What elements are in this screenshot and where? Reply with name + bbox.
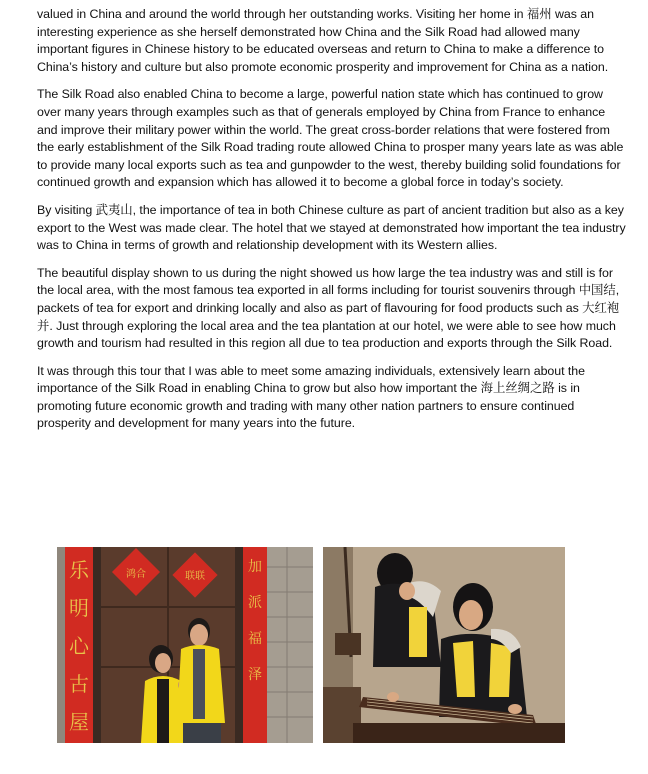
paragraph-4: The beautiful display shown to us during the night showed us how large the tea industry was and still is for the local area, with the most famous tea exported in all forms including for tourist souvenirs through 中国结, packets of tea for export and drinking locally and also as part of flavouring for food products such as 大红袍并. Just through exploring the local area and the tea plantation at our hotel, we were able to see how much growth and tourism had resulted in this region all due to tea production and exports through the Silk Road. [37,265,620,351]
couplet-left-text: 乐明心古屋 [69,558,89,734]
document-body [37,6,629,443]
paragraph-3: By visiting 武夷山, the importance of tea in both Chinese culture as part of ancient tradition but also as a key export to the West was made clear. The hotel that we stayed at demonstrated how important the tea industry was to China in terms of growth and relationship development with its Western allies. [37,202,626,253]
paragraph-5: It was through this tour that I was able to meet some amazing individuals, extensively learn about the importance of the Silk Road in enabling China to grow but also how important the 海上丝绸之路 is in promoting future economic growth and trading with many other nation partners to ensure continued prosperity and development for many years into the future. [37,363,585,431]
paragraph-2: The Silk Road also enabled China to become a large, powerful nation state which has continued to grow over many years through examples such as that of generals employed by China from France to enhance and improve their military power within the world. The great cross-border relations that were fostered from the early establishment of the Silk Road trading route allowed China to prosper many years late as was able to provide many local exports such as tea and gunpowder to the west, thereby building solid foundations for continued growth and expansion which has allowed it to become a global force in today’s society. [37,87,624,190]
paragraph-1: valued in China and around the world through her outstanding works. Visiting her home in 福州 was an interesting experience as she herself demonstrated how China and the Silk Road had allowed many important figures in Chinese history to be educated overseas and return to China to make a difference to China’s history and culture but also promote economic prosperity and improvement for China as a nation. [37,7,609,74]
couplet-right-text: 加派福泽 [248,559,262,683]
photo-guqin-playing [323,547,565,743]
diamond-right-text: 联联 [185,571,205,582]
photo-row [57,547,567,745]
diamond-left-text: 鸿合 [126,569,146,580]
photo-doorway-visit [57,547,313,743]
